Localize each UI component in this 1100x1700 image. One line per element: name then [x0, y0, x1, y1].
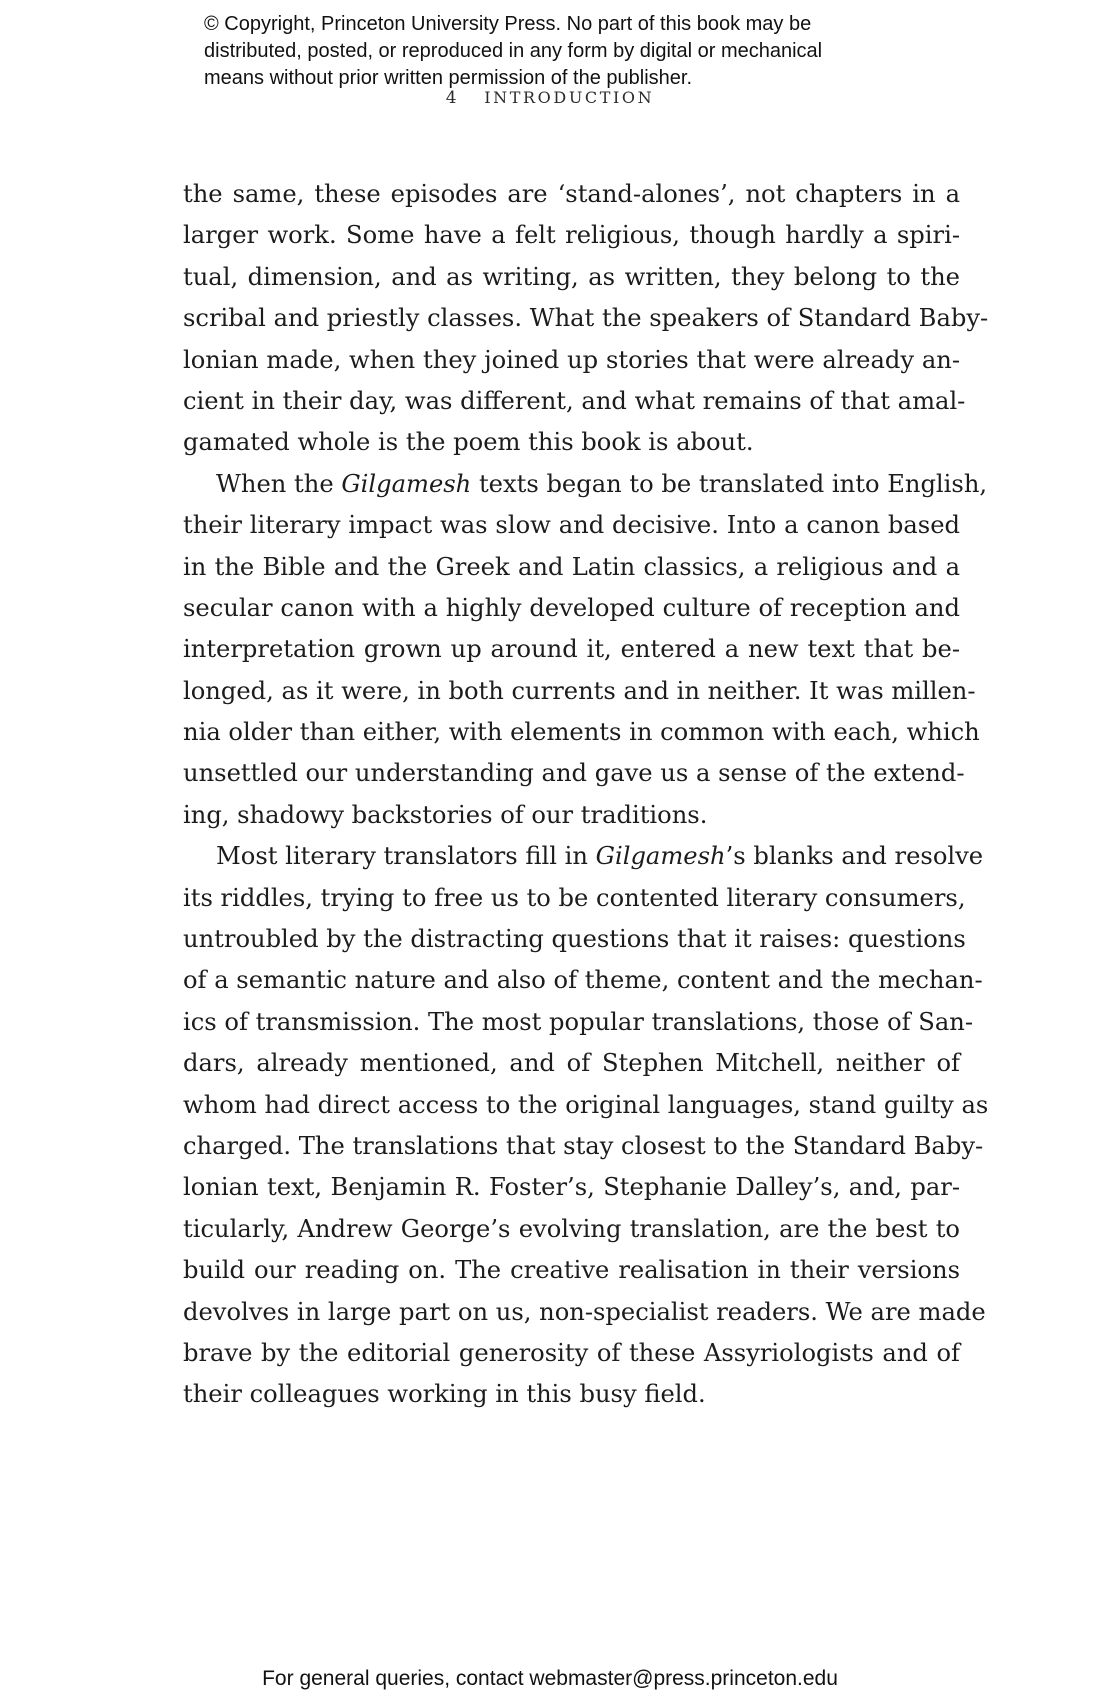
- paragraph: [183, 174, 989, 464]
- text-segment: texts began to be translated into English,: [471, 469, 988, 498]
- text-line: tual, dimension, and as writing, as written, they belong to the: [183, 262, 960, 291]
- italic-title: Gilgamesh: [595, 842, 726, 871]
- text-line: its riddles, trying to free us to be contented literary consumers,: [183, 883, 966, 912]
- copyright-line: distributed, posted, or reproduced in any form by digital or mechanical: [204, 40, 823, 62]
- text-line: ticularly, Andrew George’s evolving translation, are the best to: [183, 1214, 960, 1243]
- text-line: of a semantic nature and also of theme, content and the mechan-: [183, 966, 983, 995]
- text-line: their literary impact was slow and decisive. Into a canon based: [183, 511, 960, 540]
- text-line: larger work. Some have a felt religious, though hardly a spiri-: [183, 221, 960, 250]
- text-line: ing, shadowy backstories of our traditions.: [183, 800, 708, 829]
- text-line: lonian made, when they joined up stories that were already an-: [183, 345, 960, 374]
- footer-contact: For general queries, contact webmaster@press.princeton.edu: [262, 1667, 838, 1690]
- copyright-line: © Copyright, Princeton University Press. No part of this book may be: [204, 13, 812, 35]
- page-number: 4: [445, 88, 457, 108]
- text-line: whom had direct access to the original languages, stand guilty as: [183, 1090, 989, 1119]
- text-line: [183, 464, 988, 505]
- text-line: secular canon with a highly developed culture of reception and: [183, 593, 960, 622]
- copyright-notice: [204, 11, 964, 92]
- text-line: gamated whole is the poem this book is about.: [183, 428, 754, 457]
- text-line: [183, 836, 984, 877]
- text-line: scribal and priestly classes. What the speakers of Standard Baby-: [183, 304, 989, 333]
- text-line: interpretation grown up around it, entered a new text that be-: [183, 635, 960, 664]
- text-line: cient in their day, was different, and what remains of that amal-: [183, 386, 966, 415]
- text-line: build our reading on. The creative realisation in their versions: [183, 1256, 960, 1285]
- text-line: the same, these episodes are ‘stand-alones’, not chapters in a: [183, 180, 960, 208]
- text-segment: When the: [216, 469, 342, 498]
- text-line: nia older than either, with elements in common with each, which: [183, 718, 980, 747]
- italic-title: Gilgamesh: [341, 469, 472, 498]
- text-line: dars, already mentioned, and of Stephen Mitchell, neither of: [183, 1049, 960, 1078]
- paragraph: [183, 464, 988, 837]
- copyright-line: means without prior written permission of the publisher.: [204, 67, 693, 89]
- text-line: brave by the editorial generosity of these Assyriologists and of: [183, 1338, 960, 1367]
- text-line: untroubled by the distracting questions that it raises: questions: [183, 925, 966, 954]
- body-text: [183, 174, 989, 1416]
- text-line: lonian text, Benjamin R. Foster’s, Stephanie Dalley’s, and, par-: [183, 1173, 960, 1202]
- text-line: in the Bible and the Greek and Latin classics, a religious and a: [183, 552, 960, 581]
- text-line: their colleagues working in this busy field.: [183, 1380, 706, 1409]
- running-title: INTRODUCTION: [484, 88, 655, 107]
- paragraph: [183, 836, 989, 1415]
- text-segment: Most literary translators fill in: [216, 842, 596, 871]
- text-line: ics of transmission. The most popular translations, those of San-: [183, 1007, 974, 1036]
- text-segment: ’s blanks and resolve: [725, 842, 984, 871]
- running-head: [0, 88, 1100, 108]
- text-line: longed, as it were, in both currents and in neither. It was millen-: [183, 676, 976, 705]
- text-line: unsettled our understanding and gave us a sense of the extend-: [183, 759, 965, 788]
- text-line: charged. The translations that stay closest to the Standard Baby-: [183, 1131, 984, 1160]
- text-line: devolves in large part on us, non-specialist readers. We are made: [183, 1297, 986, 1326]
